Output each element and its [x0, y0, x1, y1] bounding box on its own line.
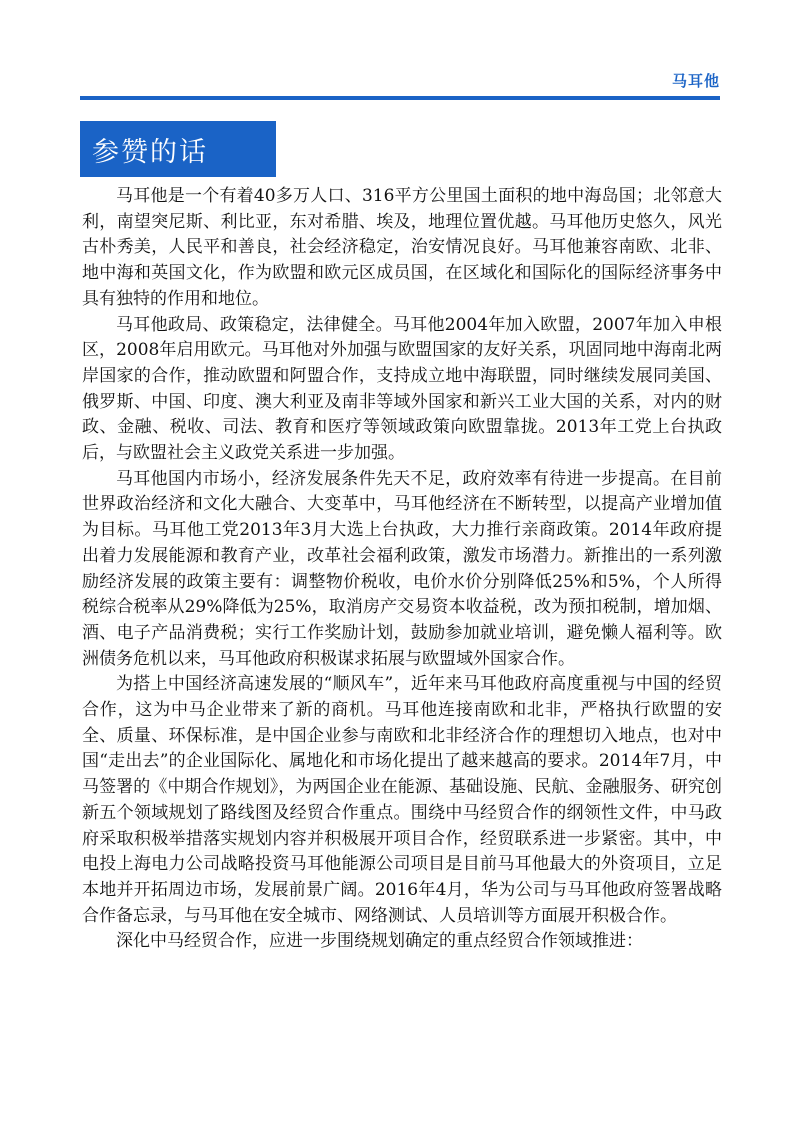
paragraph: 为搭上中国经济高速发展的“顺风车”，近年来马耳他政府高度重视与中国的经贸合作，这为中马企业带来了新的商机。马耳他连接南欧和北非，严格执行欧盟的安全、质量、环保标准，是中国企业参与南欧和北非经济合作的理想切入地点，也对中国“走出去”的企业国际化、属地化和市场化提出了越来越高的要求。2014年7月，中马签署的《中期合作规划》，为两国企业在能源、基础设施、民航、金融服务、研究创新五个领域规划了路线图及经贸合作重点。围绕中马经贸合作的纲领性文件，中马政府采取积极举措落实规划内容并积极展开项目合作，经贸联系进一步紧密。其中，中电投上海电力公司战略投资马耳他能源公司项目是目前马耳他最大的外资项目，立足本地并开拓周边市场，发展前景广阔。2016年4月，华为公司与马耳他政府签署战略合作备忘录，与马耳他在安全城市、网络测试、人员培训等方面展开积极合作。 [82, 674, 722, 926]
article-body [82, 184, 722, 955]
section-title-banner [80, 121, 276, 177]
header-country-label: 马耳他 [671, 72, 720, 90]
paragraph: 深化中马经贸合作，应进一步围绕规划确定的重点经贸合作领域推进： [116, 931, 643, 952]
paragraph: 马耳他国内市场小，经济发展条件先天不足，政府效率有待进一步提高。在目前世界政治经济和文化大融合、大变革中，马耳他经济在不断转型，以提高产业增加值为目标。马耳他工党2013年3月大选上台执政，大力推行亲商政策。2014年政府提出着力发展能源和教育产业，改革社会福利政策，激发市场潜力。新推出的一系列激励经济发展的政策主要有：调整物价税收，电价水价分别降低25%和5%，个人所得税综合税率从29%降低为25%，取消房产交易资本收益税，改为预扣税制，增加烟、酒、电子产品消费税；实行工作奖励计划，鼓励参加就业培训，避免懒人福利等。欧洲债务危机以来，马耳他政府积极谋求拓展与欧盟域外国家合作。 [82, 468, 722, 669]
section-title: 参赞的话 [92, 136, 208, 168]
paragraph: 马耳他政局、政策稳定，法律健全。马耳他2004年加入欧盟，2007年加入申根区，2008年启用欧元。马耳他对外加强与欧盟国家的友好关系，巩固同地中海南北两岸国家的合作，推动欧盟和阿盟合作，支持成立地中海联盟，同时继续发展同美国、俄罗斯、中国、印度、澳大利亚及南非等域外国家和新兴工业大国的关系，对内的财政、金融、税收、司法、教育和医疗等领域政策向欧盟靠拢。2013年工党上台执政后，与欧盟社会主义政党关系进一步加强。 [82, 314, 722, 464]
paragraph: 马耳他是一个有着40多万人口、316平方公里国土面积的地中海岛国；北邻意大利，南望突尼斯、利比亚，东对希腊、埃及，地理位置优越。马耳他历史悠久，风光古朴秀美，人民平和善良，社会经济稳定，治安情况良好。马耳他兼容南欧、北非、地中海和英国文化，作为欧盟和欧元区成员国，在区域化和国际化的国际经济事务中具有独特的作用和地位。 [82, 186, 722, 309]
header-divider [80, 96, 720, 100]
